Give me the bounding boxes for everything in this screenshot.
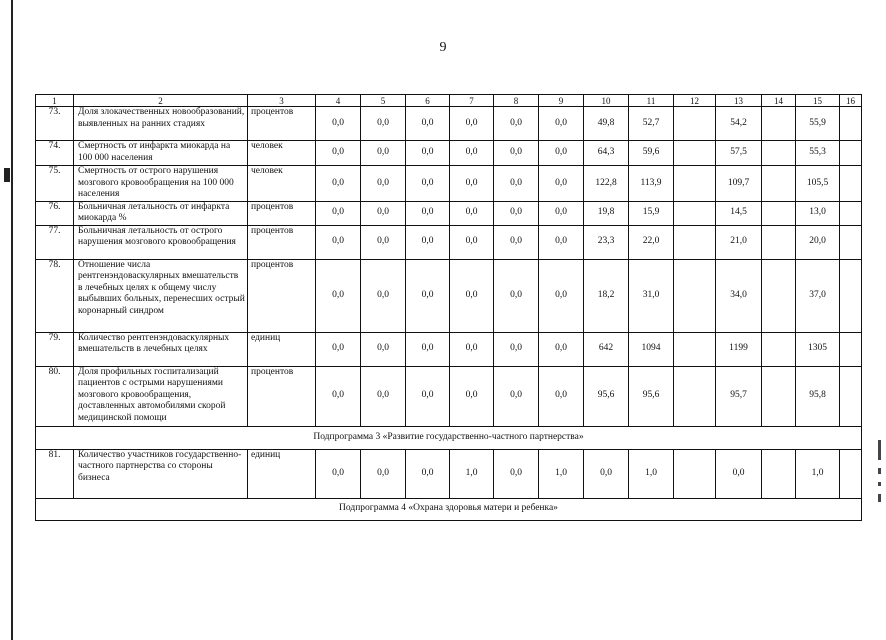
column-header: 8 [494, 95, 539, 107]
value-cell: 0,0 [450, 332, 494, 366]
table-row [36, 449, 862, 498]
value-cell: 0,0 [316, 225, 361, 259]
value-cell: 0,0 [494, 201, 539, 225]
value-cell: 1305 [796, 332, 840, 366]
row-number: 81. [36, 449, 74, 498]
indicator-name: Доля профильных госпитализаций пациентов с острыми нарушениями мозгового кровообращения, доставленных автомобилями скорой медицинской помощи [74, 366, 248, 426]
value-cell: 14,5 [716, 201, 762, 225]
value-cell: 0,0 [450, 141, 494, 166]
value-cell: 0,0 [494, 166, 539, 202]
value-cell: 0,0 [361, 141, 406, 166]
value-cell: 0,0 [494, 225, 539, 259]
column-header: 16 [840, 95, 862, 107]
value-cell [674, 141, 716, 166]
value-cell: 1,0 [796, 449, 840, 498]
value-cell: 59,6 [629, 141, 674, 166]
indicator-name: Количество рентгенэндоваскулярных вмешательств в лечебных целях [74, 332, 248, 366]
value-cell: 20,0 [796, 225, 840, 259]
unit-of-measure: процентов [248, 225, 316, 259]
value-cell: 0,0 [450, 107, 494, 141]
table-row [36, 225, 862, 259]
value-cell: 13,0 [796, 201, 840, 225]
column-header: 5 [361, 95, 406, 107]
value-cell: 19,8 [584, 201, 629, 225]
column-header: 10 [584, 95, 629, 107]
value-cell: 23,3 [584, 225, 629, 259]
table-row [36, 259, 862, 332]
value-cell [762, 225, 796, 259]
unit-of-measure: процентов [248, 107, 316, 141]
value-cell: 52,7 [629, 107, 674, 141]
value-cell: 49,8 [584, 107, 629, 141]
subprogram-row [36, 498, 862, 520]
value-cell: 64,3 [584, 141, 629, 166]
value-cell [674, 259, 716, 332]
value-cell: 0,0 [450, 366, 494, 426]
unit-of-measure: процентов [248, 201, 316, 225]
value-cell: 0,0 [494, 107, 539, 141]
value-cell: 0,0 [406, 201, 450, 225]
scan-edge-line [11, 0, 13, 640]
row-number: 78. [36, 259, 74, 332]
value-cell: 55,9 [796, 107, 840, 141]
value-cell: 0,0 [494, 332, 539, 366]
value-cell [840, 332, 862, 366]
unit-of-measure: человек [248, 141, 316, 166]
value-cell: 57,5 [716, 141, 762, 166]
value-cell [840, 366, 862, 426]
row-number: 74. [36, 141, 74, 166]
row-number: 76. [36, 201, 74, 225]
value-cell [840, 201, 862, 225]
table-header-row [36, 95, 862, 107]
value-cell: 31,0 [629, 259, 674, 332]
unit-of-measure: единиц [248, 449, 316, 498]
table-row [36, 201, 862, 225]
value-cell: 122,8 [584, 166, 629, 202]
value-cell: 54,2 [716, 107, 762, 141]
value-cell: 1094 [629, 332, 674, 366]
subprogram-row [36, 426, 862, 449]
value-cell: 0,0 [361, 366, 406, 426]
value-cell [840, 107, 862, 141]
value-cell: 18,2 [584, 259, 629, 332]
value-cell [674, 225, 716, 259]
value-cell [762, 259, 796, 332]
value-cell: 0,0 [716, 449, 762, 498]
column-header: 11 [629, 95, 674, 107]
value-cell: 0,0 [406, 166, 450, 202]
value-cell: 0,0 [361, 166, 406, 202]
column-header: 15 [796, 95, 840, 107]
value-cell: 0,0 [539, 201, 584, 225]
value-cell: 0,0 [316, 366, 361, 426]
value-cell: 0,0 [406, 332, 450, 366]
table-row [36, 107, 862, 141]
column-header: 9 [539, 95, 584, 107]
indicator-name: Смертность от острого нарушения мозгового кровообращения на 100 000 населения [74, 166, 248, 202]
value-cell: 109,7 [716, 166, 762, 202]
value-cell: 0,0 [450, 259, 494, 332]
row-number: 79. [36, 332, 74, 366]
value-cell: 0,0 [539, 225, 584, 259]
value-cell: 95,6 [584, 366, 629, 426]
indicator-name: Доля злокачественных новообразований, выявленных на ранних стадиях [74, 107, 248, 141]
value-cell: 0,0 [316, 107, 361, 141]
indicator-name: Больничная летальность от инфаркта миокарда % [74, 201, 248, 225]
indicators-table [35, 94, 862, 521]
value-cell: 0,0 [316, 332, 361, 366]
subprogram-title: Подпрограмма 4 «Охрана здоровья матери и ребенка» [36, 498, 862, 520]
value-cell [762, 366, 796, 426]
value-cell: 95,7 [716, 366, 762, 426]
value-cell: 0,0 [450, 201, 494, 225]
value-cell: 0,0 [539, 366, 584, 426]
value-cell: 0,0 [406, 141, 450, 166]
value-cell [762, 141, 796, 166]
value-cell [674, 332, 716, 366]
value-cell: 0,0 [361, 225, 406, 259]
unit-of-measure: процентов [248, 259, 316, 332]
value-cell: 0,0 [450, 166, 494, 202]
value-cell: 0,0 [539, 107, 584, 141]
unit-of-measure: единиц [248, 332, 316, 366]
value-cell: 15,9 [629, 201, 674, 225]
scan-artifact-mark [4, 168, 10, 182]
value-cell: 21,0 [716, 225, 762, 259]
value-cell [762, 201, 796, 225]
column-header: 7 [450, 95, 494, 107]
indicator-name: Смертность от инфаркта миокарда на 100 000 населения [74, 141, 248, 166]
page-number: 9 [439, 40, 447, 55]
value-cell: 95,6 [629, 366, 674, 426]
value-cell [674, 107, 716, 141]
value-cell: 0,0 [361, 201, 406, 225]
value-cell: 0,0 [539, 166, 584, 202]
value-cell [762, 332, 796, 366]
row-number: 80. [36, 366, 74, 426]
value-cell: 0,0 [450, 225, 494, 259]
value-cell: 0,0 [539, 259, 584, 332]
unit-of-measure: процентов [248, 366, 316, 426]
value-cell [762, 166, 796, 202]
value-cell: 34,0 [716, 259, 762, 332]
value-cell: 0,0 [539, 141, 584, 166]
value-cell: 95,8 [796, 366, 840, 426]
value-cell: 1199 [716, 332, 762, 366]
value-cell: 0,0 [361, 107, 406, 141]
value-cell: 1,0 [629, 449, 674, 498]
indicator-name: Количество участников государственно-частного партнерства со стороны бизнеса [74, 449, 248, 498]
indicator-name: Отношение числа рентгенэндоваскулярных вмешательств в лечебных целях к общему числу выбывших больных, перенесших острый коронарный синдром [74, 259, 248, 332]
value-cell: 0,0 [361, 259, 406, 332]
column-header: 2 [74, 95, 248, 107]
value-cell [840, 449, 862, 498]
value-cell: 0,0 [494, 259, 539, 332]
value-cell: 642 [584, 332, 629, 366]
value-cell: 0,0 [406, 259, 450, 332]
value-cell [840, 259, 862, 332]
column-header: 4 [316, 95, 361, 107]
row-number: 73. [36, 107, 74, 141]
value-cell [674, 201, 716, 225]
value-cell: 22,0 [629, 225, 674, 259]
value-cell [840, 225, 862, 259]
column-header: 6 [406, 95, 450, 107]
column-header: 13 [716, 95, 762, 107]
unit-of-measure: человек [248, 166, 316, 202]
row-number: 75. [36, 166, 74, 202]
value-cell [762, 107, 796, 141]
value-cell [674, 366, 716, 426]
value-cell: 0,0 [494, 141, 539, 166]
value-cell [762, 449, 796, 498]
subprogram-title: Подпрограмма 3 «Развитие государственно-частного партнерства» [36, 426, 862, 449]
value-cell: 0,0 [494, 366, 539, 426]
value-cell: 0,0 [316, 449, 361, 498]
table-row [36, 332, 862, 366]
indicator-name: Больничная летальность от острого нарушения мозгового кровообращения [74, 225, 248, 259]
value-cell: 0,0 [316, 201, 361, 225]
column-header: 12 [674, 95, 716, 107]
value-cell: 0,0 [316, 259, 361, 332]
column-header: 1 [36, 95, 74, 107]
value-cell: 0,0 [406, 107, 450, 141]
value-cell: 0,0 [316, 141, 361, 166]
value-cell: 105,5 [796, 166, 840, 202]
value-cell: 1,0 [539, 449, 584, 498]
value-cell: 1,0 [450, 449, 494, 498]
value-cell [840, 166, 862, 202]
table-row [36, 166, 862, 202]
value-cell: 0,0 [584, 449, 629, 498]
table-row [36, 141, 862, 166]
value-cell: 0,0 [406, 449, 450, 498]
value-cell: 37,0 [796, 259, 840, 332]
value-cell: 0,0 [361, 449, 406, 498]
column-header: 3 [248, 95, 316, 107]
value-cell: 0,0 [361, 332, 406, 366]
value-cell [840, 141, 862, 166]
value-cell [674, 166, 716, 202]
value-cell [674, 449, 716, 498]
value-cell: 0,0 [316, 166, 361, 202]
value-cell: 55,3 [796, 141, 840, 166]
row-number: 77. [36, 225, 74, 259]
value-cell: 0,0 [539, 332, 584, 366]
value-cell: 0,0 [406, 225, 450, 259]
column-header: 14 [762, 95, 796, 107]
value-cell: 113,9 [629, 166, 674, 202]
value-cell: 0,0 [494, 449, 539, 498]
value-cell: 0,0 [406, 366, 450, 426]
table-row [36, 366, 862, 426]
